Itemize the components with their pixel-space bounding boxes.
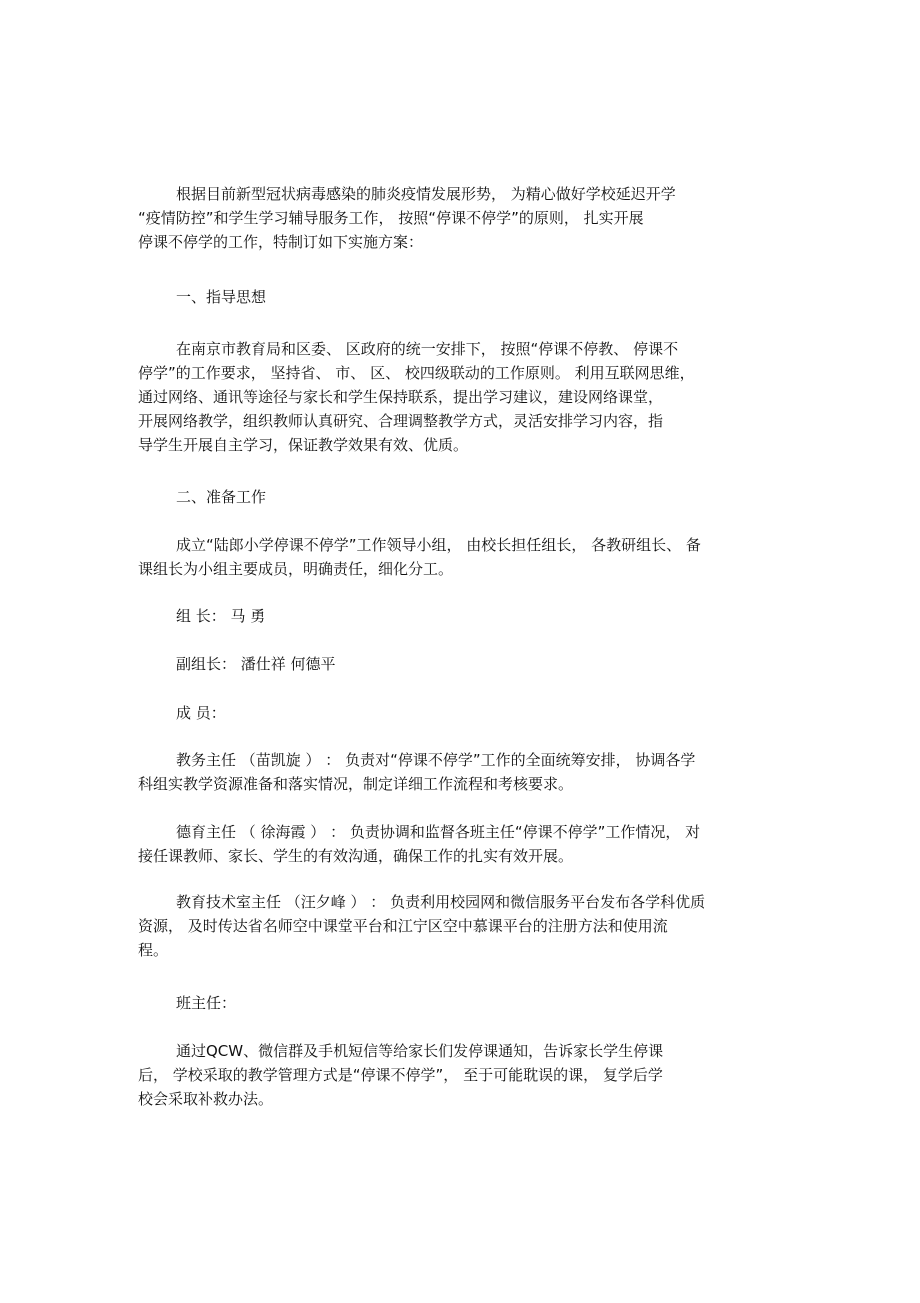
text-line: 德育主任 （ 徐海霞 ） ： 负责协调和监督各班主任“停课不停学”工作情况， 对 xyxy=(176,823,701,841)
section-heading xyxy=(138,485,788,509)
text-line: 开展网络教学，组织教师认真研究、合理调整教学方式，灵活安排学习内容，指 xyxy=(138,412,664,430)
guiding-ideology-paragraph xyxy=(138,337,788,457)
text-line: 教育技术室主任 （汪夕峰 ） ： 负责利用校园网和微信服务平台发布各学科优质 xyxy=(176,893,706,911)
text-line: 班主任： xyxy=(176,994,237,1012)
moral-director-paragraph xyxy=(138,820,788,868)
text-line: 程。 xyxy=(138,941,169,959)
leader-line xyxy=(138,604,788,628)
heading-text: 一、指导思想 xyxy=(176,288,267,306)
members-line xyxy=(138,701,788,725)
text-line: 根据目前新型冠状病毒感染的肺炎疫情发展形势， 为精心做好学校延迟开学 xyxy=(176,185,676,203)
text-line: 后， 学校采取的教学管理方式是“停课不停学”， 至于可能耽误的课， 复学后学 xyxy=(138,1066,663,1084)
text-line: “疫情防控”和学生学习辅导服务工作， 按照“停课不停学”的原则， 扎实开展 xyxy=(138,209,644,227)
intro-paragraph xyxy=(138,182,788,254)
vice-leader-line xyxy=(138,652,788,676)
text-line: 成立“陆郎小学停课不停学”工作领导小组， 由校长担任组长， 各教研组长、 备 xyxy=(176,536,701,554)
class-teacher-paragraph xyxy=(138,1039,788,1111)
tech-director-paragraph xyxy=(138,890,788,962)
text-line: 在南京市教育局和区委、 区政府的统一安排下， 按照“停课不停教、 停课不 xyxy=(176,340,679,358)
text-line: 导学生开展自主学习，保证教学效果有效、优质。 xyxy=(138,436,469,454)
preparation-paragraph xyxy=(138,533,788,581)
text-line: 通过网络、通讯等途径与家长和学生保持联系，提出学习建议，建设网络课堂， xyxy=(138,388,664,406)
text-line: 副组长： 潘仕祥 何德平 xyxy=(176,655,336,673)
text-line: 成 员： xyxy=(176,704,226,722)
text-line: 组 长： 马 勇 xyxy=(176,607,266,625)
text-line: 停课不停学的工作，特制订如下实施方案： xyxy=(138,233,424,251)
academic-director-paragraph xyxy=(138,748,788,796)
class-teacher-heading xyxy=(138,991,788,1015)
heading-text: 二、准备工作 xyxy=(176,488,267,506)
text-line: 接任课教师、家长、学生的有效沟通，确保工作的扎实有效开展。 xyxy=(138,847,574,865)
text-line: 校会采取补救办法。 xyxy=(138,1090,274,1108)
text-line: 教务主任 （苗凯旋 ） ： 负责对“停课不停学”工作的全面统筹安排， 协调各学 xyxy=(176,751,696,769)
text-line: 通过QCW、微信群及手机短信等给家长们发停课通知，告诉家长学生停课 xyxy=(176,1042,664,1060)
text-line: 科组实教学资源准备和落实情况，制定详细工作流程和考核要求。 xyxy=(138,775,574,793)
text-line: 课组长为小组主要成员，明确责任，细化分工。 xyxy=(138,560,454,578)
section-heading xyxy=(138,285,788,309)
text-line: 停学”的工作要求， 坚持省、 市、 区、 校四级联动的工作原则。 利用互联网思维， xyxy=(138,364,695,382)
text-line: 资源， 及时传达省名师空中课堂平台和江宁区空中慕课平台的注册方法和使用流 xyxy=(138,917,668,935)
